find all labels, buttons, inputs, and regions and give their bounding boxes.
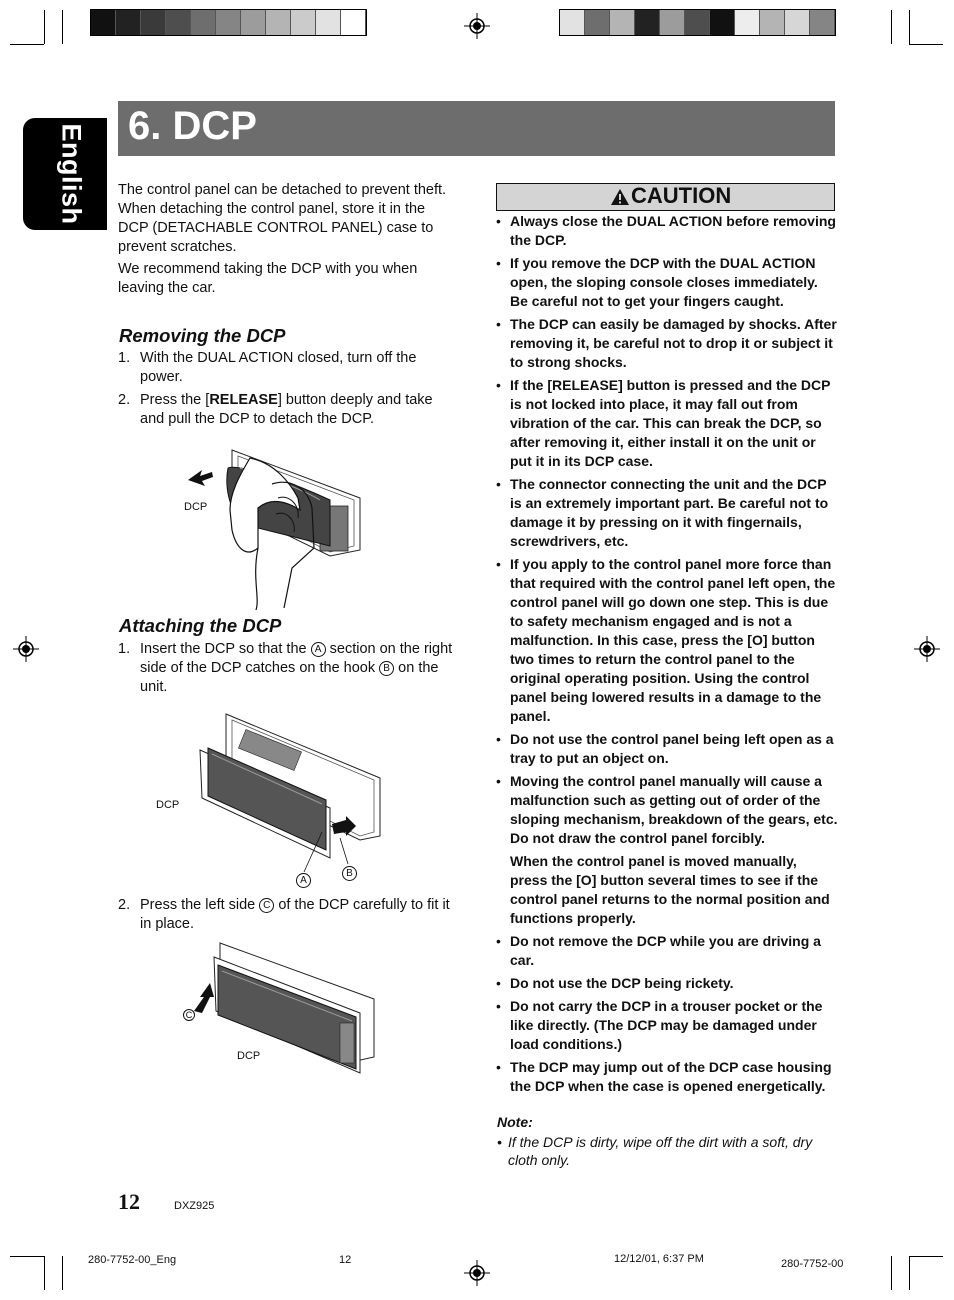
figure-label: DCP xyxy=(237,1050,261,1062)
color-swatch xyxy=(785,10,810,35)
color-calibration-strip xyxy=(559,9,836,36)
section-heading-removing: Removing the DCP xyxy=(119,325,286,346)
crop-mark xyxy=(10,44,44,45)
color-swatch xyxy=(810,10,835,35)
crop-mark xyxy=(44,10,45,44)
color-swatch xyxy=(635,10,660,35)
language-tab xyxy=(23,118,107,230)
color-swatch xyxy=(191,10,216,35)
color-swatch xyxy=(266,10,291,35)
step-text: Insert the DCP so that the A section on the right side of the DCP catches on the hook B on the unit. xyxy=(140,641,453,695)
step-text: Press the left side C of the DCP carefully to fit it in place. xyxy=(140,897,450,932)
color-swatch xyxy=(291,10,316,35)
crop-mark xyxy=(909,44,943,45)
warning-icon xyxy=(610,188,630,206)
step-number: 1. xyxy=(118,641,131,657)
step-number: 2. xyxy=(118,392,131,408)
figure-label: DCP xyxy=(156,799,180,811)
intro-paragraph: We recommend taking the DCP with you when leaving the car. xyxy=(118,261,418,296)
pressing-dcp-illustration xyxy=(180,935,380,1080)
removing-dcp-illustration xyxy=(180,438,380,610)
step-text: With the DUAL ACTION closed, turn off the power. xyxy=(140,350,417,385)
section-title-bar xyxy=(118,101,835,156)
page-number: 12 xyxy=(118,1189,140,1214)
color-calibration-strip xyxy=(90,9,367,36)
print-footer-file: 280-7752-00_Eng xyxy=(88,1254,177,1266)
note-heading: Note: xyxy=(497,1114,533,1130)
color-swatch xyxy=(660,10,685,35)
list-item: • Always close the DUAL ACTION before removing the DCP. xyxy=(496,212,838,250)
step-text: Press the [RELEASE] button deeply and take and pull the DCP to detach the DCP. xyxy=(140,392,433,427)
marker-a-icon: A xyxy=(311,642,326,657)
caution-title: CAUTION xyxy=(631,183,732,208)
registration-mark-icon xyxy=(914,636,940,662)
crop-mark xyxy=(909,1256,910,1290)
step-number: 1. xyxy=(118,350,131,366)
section-heading-attaching: Attaching the DCP xyxy=(119,615,282,636)
list-item: • The connector connecting the unit and the DCP is an extremely important part. Be careful not to damage it by pressing on it with fingernails, screwdrivers, etc. xyxy=(496,475,838,551)
color-swatch xyxy=(216,10,241,35)
list-item: • Do not use the DCP being rickety. xyxy=(496,974,838,993)
color-swatch xyxy=(735,10,760,35)
color-swatch xyxy=(685,10,710,35)
list-item: • The DCP may jump out of the DCP case housing the DCP when the case is opened energetically. xyxy=(496,1058,838,1096)
list-item: • If the [RELEASE] button is pressed and the DCP is not locked into place, it may fall out from vibration of the car. This can break the DCP, so after removing it, either install it on the unit or put it in its DCP case. xyxy=(496,376,838,471)
print-footer-page: 12 xyxy=(339,1254,352,1266)
marker-b-icon: B xyxy=(342,866,357,881)
color-swatch xyxy=(141,10,166,35)
crop-mark xyxy=(62,1256,63,1290)
crop-mark xyxy=(891,1256,892,1290)
crop-mark xyxy=(62,10,63,44)
list-item: • Do not use the control panel being left open as a tray to put an object on. xyxy=(496,730,838,768)
caution-list xyxy=(496,212,838,1100)
step-number: 2. xyxy=(118,897,131,913)
model-number: DXZ925 xyxy=(174,1200,215,1212)
caution-extra-paragraph: When the control panel is moved manually, press the [O] button several times to see if the control panel returns to the normal position and functions properly. xyxy=(510,853,830,926)
crop-mark xyxy=(10,1256,44,1257)
color-swatch xyxy=(710,10,735,35)
color-swatch xyxy=(610,10,635,35)
print-footer-code: 280-7752-00 xyxy=(781,1258,844,1270)
color-swatch xyxy=(316,10,341,35)
crop-mark xyxy=(891,10,892,44)
list-item: • Do not remove the DCP while you are driving a car. xyxy=(496,932,838,970)
color-swatch xyxy=(560,10,585,35)
list-item: • If you remove the DCP with the DUAL ACTION open, the sloping console closes immediately. Be careful not to get your fingers caught. xyxy=(496,254,838,311)
color-swatch xyxy=(116,10,141,35)
color-swatch xyxy=(760,10,785,35)
attaching-dcp-illustration xyxy=(180,710,400,890)
list-item: • The DCP can easily be damaged by shocks. After removing it, be careful not to drop it or subject it to strong shocks. xyxy=(496,315,838,372)
crop-mark xyxy=(909,1256,943,1257)
arrow-icon xyxy=(188,470,213,486)
crop-mark xyxy=(909,10,910,44)
note-text: • If the DCP is dirty, wipe off the dirt with a soft, dry cloth only. xyxy=(497,1134,813,1168)
registration-mark-icon xyxy=(13,636,39,662)
print-footer-datetime: 12/12/01, 6:37 PM xyxy=(614,1253,704,1265)
marker-b-icon: B xyxy=(379,661,394,676)
marker-a-icon: A xyxy=(296,873,311,888)
page-title: 6. DCP xyxy=(128,104,257,148)
registration-mark-icon xyxy=(464,13,490,39)
color-swatch xyxy=(166,10,191,35)
marker-c-icon: C xyxy=(259,898,274,913)
list-item: • If you apply to the control panel more force than that required with the control panel left open, the control panel will go down one step. This is due to safety mechanism engaged and is not a malfunction. In this case, press the [O] button two times to return the control panel to the original operating position. Using the control panel being lowered results in a damage to the panel. xyxy=(496,555,838,726)
arrow-icon xyxy=(194,983,214,1013)
language-label: English xyxy=(56,123,87,225)
figure-label: DCP xyxy=(184,501,208,513)
crop-mark xyxy=(44,1256,45,1290)
registration-mark-icon xyxy=(464,1260,490,1286)
marker-c-icon: C xyxy=(183,1009,195,1021)
color-swatch xyxy=(341,10,366,35)
intro-paragraph: The control panel can be detached to prevent theft. When detaching the control panel, store it in the DCP (DETACHABLE CONTROL PANEL) case to prevent scratches. xyxy=(118,182,447,255)
color-swatch xyxy=(91,10,116,35)
color-swatch xyxy=(241,10,266,35)
color-swatch xyxy=(585,10,610,35)
list-item: • Do not carry the DCP in a trouser pocket or the like directly. (The DCP may be damaged under load conditions.) xyxy=(496,997,838,1054)
caution-header xyxy=(496,183,835,211)
list-item: • Moving the control panel manually will cause a malfunction such as getting out of order of the sloping mechanism, breakdown of the gears, etc. Do not draw the control panel forcibly. When the control panel is moved manually, press the [O] button several times to see if the control panel returns to the normal position and functions properly. xyxy=(496,772,838,928)
